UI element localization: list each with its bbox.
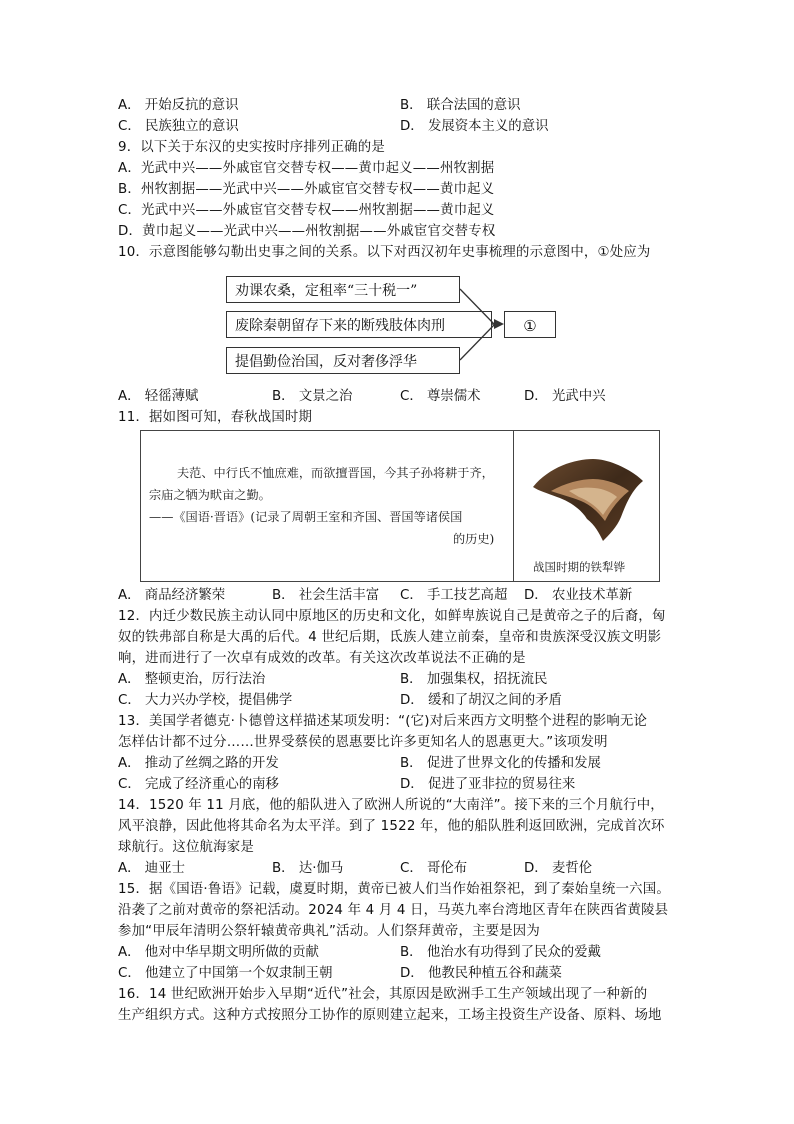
q15-option-a: A． 他对中华早期文明所做的贡献 [118,945,319,960]
q8-option-b: B． 联合法国的意识 [400,98,521,113]
q10-option-d: D． 光武中兴 [524,389,606,404]
q9-option-c: C．光武中兴——外戚宦官交替专权——州牧割据——黄巾起义 [118,203,495,218]
q13-option-a: A． 推动了丝绸之路的开发 [118,756,279,771]
diagram-box-abolish-punishment: 废除秦朝留存下来的断残肢体肉刑 [226,311,492,338]
q8-option-c: C． 民族独立的意识 [118,119,239,134]
q8-option-d: D． 发展资本主义的意识 [400,119,549,134]
q11-option-d: D． 农业技术革新 [524,588,633,603]
q15-line-1: 15．据《国语·鲁语》记载，虞夏时期，黄帝已被人们当作始祖祭祀，到了秦始皇统一六国。 [118,882,670,897]
quote-line-1: 夫范、中行氏不恤庶难，而欲擅晋国，今其子孙将耕于齐， [177,466,494,480]
q10-option-c: C． 尊崇儒术 [400,389,481,404]
q15-option-c: C． 他建立了中国第一个奴隶制王朝 [118,966,333,981]
q10-option-b: B． 文景之治 [272,389,353,404]
q14-option-b: B． 达·伽马 [272,861,344,876]
quote-source-2: 的历史) [453,532,495,546]
q14-option-c: C． 哥伦布 [400,861,468,876]
q14-option-d: D． 麦哲伦 [524,861,593,876]
q8-option-a: A． 开始反抗的意识 [118,98,239,113]
q10-option-a: A． 轻徭薄赋 [118,389,199,404]
q12-line-3: 响，进而进行了一次卓有成效的改革。有关这次改革说法不正确的是 [118,651,526,666]
q12-option-b: B． 加强集权，招抚流民 [400,672,548,687]
q12-option-c: C． 大力兴办学校，提倡佛学 [118,693,293,708]
q12-option-a: A． 整顿吏治，厉行法治 [118,672,266,687]
q11-option-c: C． 手工技艺高超 [400,588,508,603]
q14-line-3: 球航行。这位航海家是 [118,840,254,855]
q11-source-panel [140,430,660,582]
q11-option-a: A． 商品经济繁荣 [118,588,226,603]
diagram-arrows [458,284,508,368]
q9-option-a: A．光武中兴——外戚宦官交替专权——黄巾起义——州牧割据 [118,161,495,176]
quote-source-1: ——《国语·晋语》(记录了周朝王室和齐国、晋国等诸侯国 [149,510,463,524]
diagram-box-frugality: 提倡勤俭治国，反对奢侈浮华 [226,347,460,374]
diagram-target-box: ① [504,311,556,338]
q14-line-2: 风平浪静，因此他将其命名为太平洋。到了 1522 年，他的船队胜利返回欧洲，完成首次环 [118,819,665,834]
q15-option-d: D． 他教民种植五谷和蔬菜 [400,966,562,981]
q14-option-a: A． 迪亚士 [118,861,185,876]
q12-option-d: D． 缓和了胡汉之间的矛盾 [400,693,562,708]
q15-option-b: B． 他治水有功得到了民众的爱戴 [400,945,601,960]
q9-stem: 9．以下关于东汉的史实按时序排列正确的是 [118,140,385,155]
q13-line-1: 13．美国学者德克·卜德曾这样描述某项发明：“(它)对后来西方文明整个进程的影响无论 [118,714,648,729]
q9-option-b: B．州牧割据——光武中兴——外戚宦官交替专权——黄巾起义 [118,182,495,197]
q13-option-b: B． 促进了世界文化的传播和发展 [400,756,601,771]
q13-option-d: D． 促进了亚非拉的贸易往来 [400,777,576,792]
q13-line-2: 怎样估计都不过分……世界受蔡侯的恩惠要比许多更知名人的恩惠更大。”该项发明 [118,735,608,750]
q15-line-3: 参加“甲辰年清明公祭轩辕黄帝典礼”活动。人们祭拜黄帝，主要是因为 [118,924,540,939]
q16-line-2: 生产组织方式。这种方式按照分工协作的原则建立起来，工场主投资生产设备、原料、场地 [118,1008,662,1023]
q16-line-1: 16．14 世纪欧洲开始步入早期“近代”社会，其原因是欧洲手工生产领域出现了一种新的 [118,987,648,1002]
q15-line-2: 沿袭了之前对黄帝的祭祀活动。2024 年 4 月 4 日，马英九率台湾地区青年在陕西省黄陵县 [118,903,669,918]
q11-stem: 11．据如图可知，春秋战国时期 [118,410,313,425]
q12-line-2: 奴的铁弗部自称是大禹的后代。4 世纪后期，氐族人建立前秦，皇帝和贵族深受汉族文明影 [118,630,662,645]
diagram-box-agriculture: 劝课农桑，定租率“三十税一” [226,276,460,303]
q10-stem: 10．示意图能够勾勒出史事之间的关系。以下对西汉初年史事梳理的示意图中，①处应为 [118,245,651,260]
panel-divider [513,431,514,581]
q13-option-c: C． 完成了经济重心的南移 [118,777,279,792]
q11-option-b: B． 社会生活丰富 [272,588,380,603]
iron-plowshare-image [529,457,647,543]
q9-option-d: D．黄巾起义——光武中兴——州牧割据——外戚宦官交替专权 [118,224,496,239]
q14-line-1: 14．1520 年 11 月底，他的船队进入了欧洲人所说的“大南洋”。接下来的三个月航行中， [118,798,664,813]
quote-line-2: 宗庙之牺为畎亩之勤。 [149,488,271,502]
image-caption: 战国时期的铁犁铧 [533,560,625,574]
q12-line-1: 12．内迁少数民族主动认同中原地区的历史和文化，如鲜卑族说自己是黄帝之子的后裔，匈 [118,609,666,624]
